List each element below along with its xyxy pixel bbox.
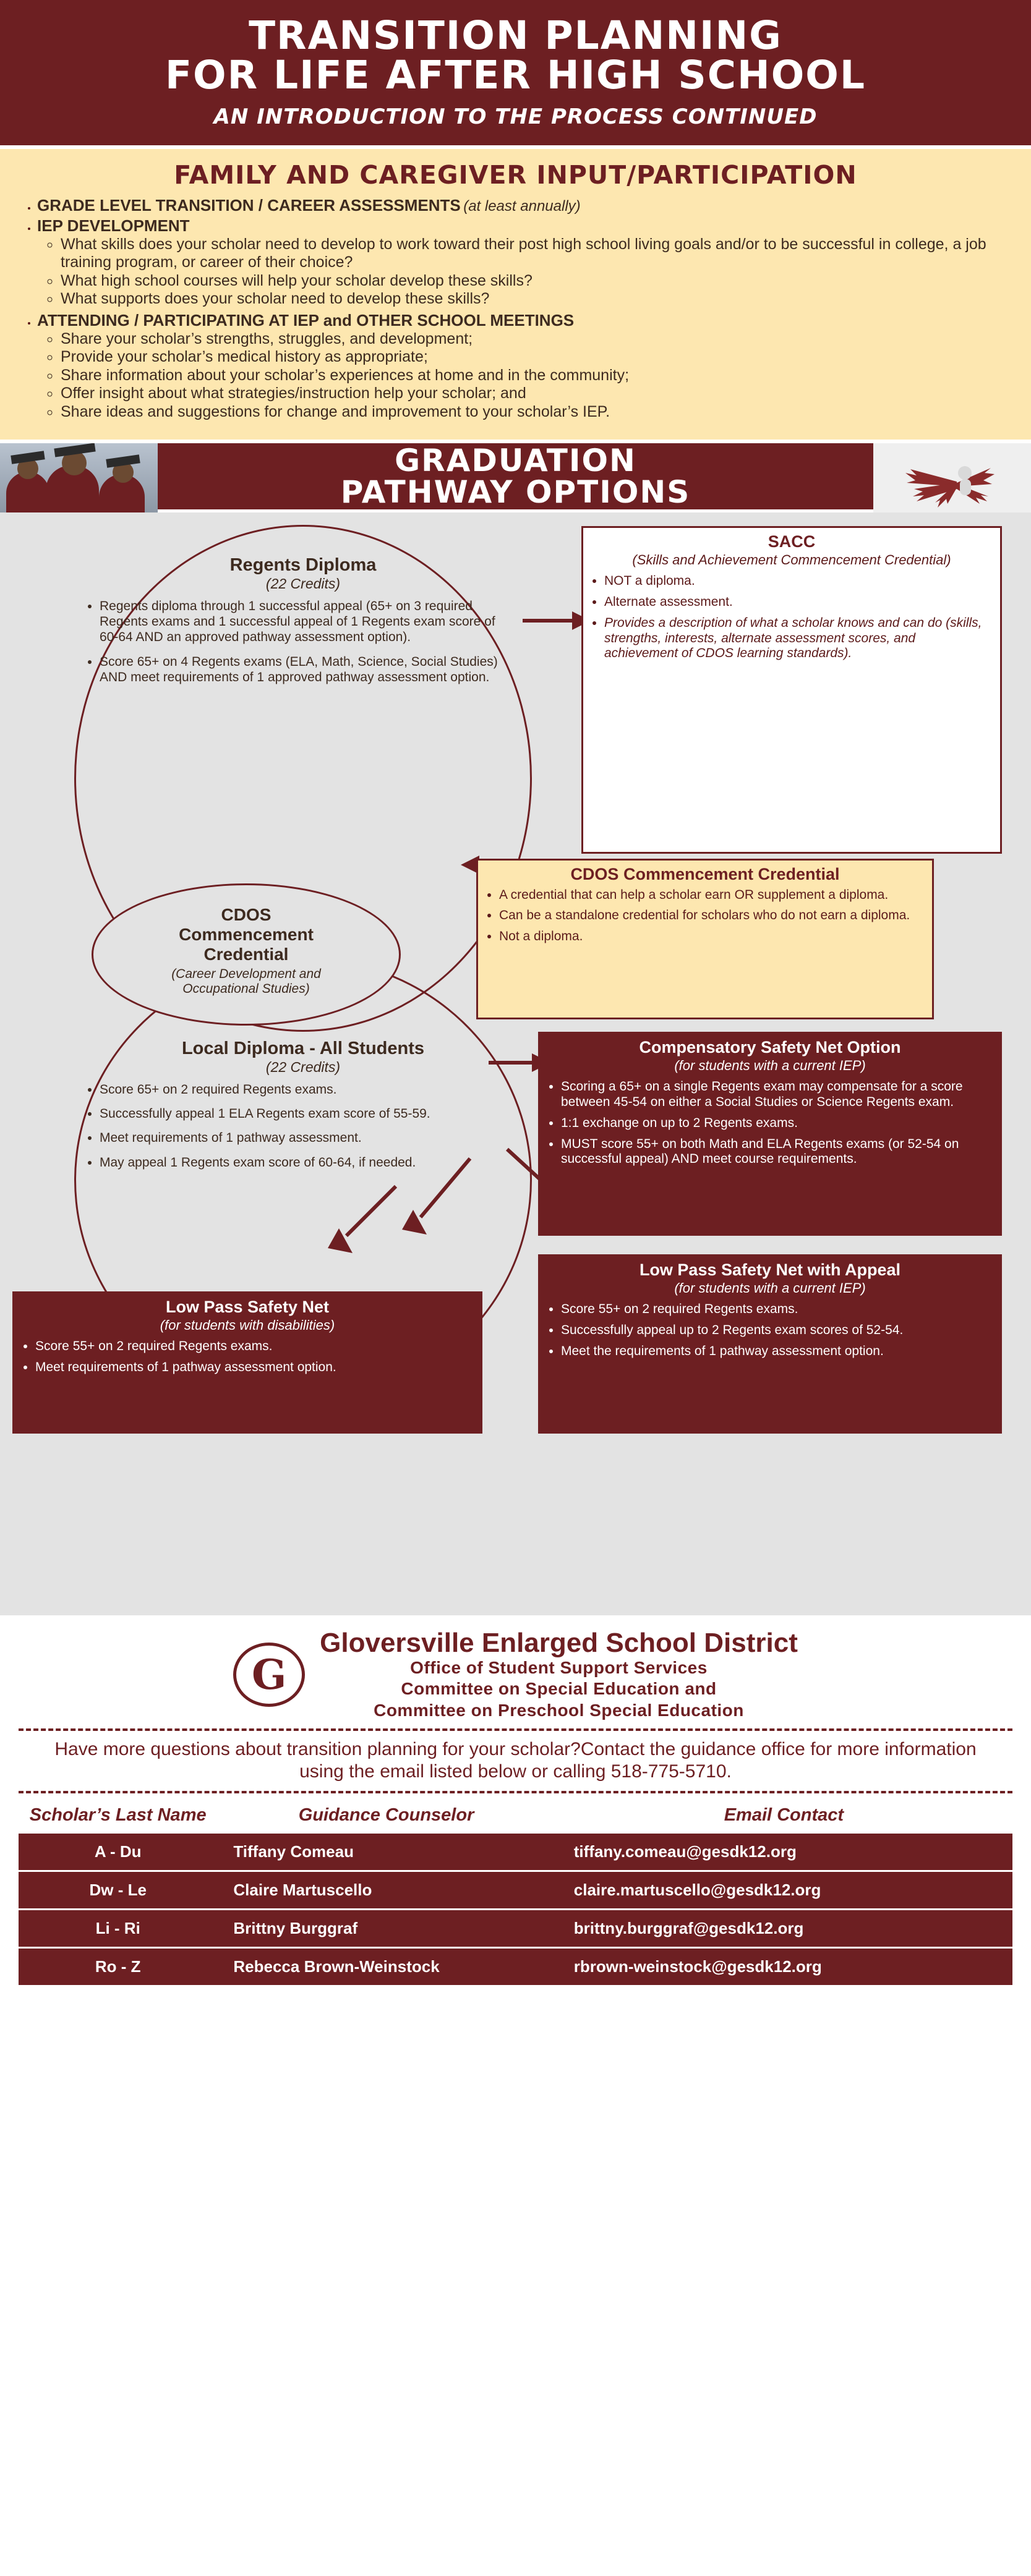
list-item: • Not a diploma. — [499, 929, 918, 945]
office-line-1: Office of Student Support Services — [410, 1658, 708, 1678]
regents-diploma-bullets — [100, 598, 514, 685]
cdos-credential-ellipse — [92, 883, 401, 1026]
list-item: ◦ Share information about your scholar’s experiences at home and in the community; — [61, 367, 1015, 385]
cell-last-name: Ro - Z — [19, 1948, 217, 1986]
page-title — [19, 13, 1012, 98]
list-item: • May appeal 1 Regents exam score of 60-64, if needed. — [100, 1155, 514, 1170]
list-item: ◦ What skills does your scholar need to develop to work toward their post high school living goals and/or to be successful in college, a job training program, or career of their choice? — [61, 236, 1015, 272]
page-header — [0, 0, 1031, 149]
list-item: • Score 65+ on 2 required Regents exams. — [100, 1082, 514, 1097]
attending-meetings-sublist — [61, 330, 1015, 422]
table-row — [19, 1948, 1012, 1986]
compensatory-title: Compensatory Safety Net Option — [639, 1038, 901, 1056]
cdos-box-title: CDOS Commencement Credential — [570, 865, 840, 883]
cell-counselor: Brittny Burggraf — [217, 1910, 555, 1948]
low-pass-appeal-title: Low Pass Safety Net with Appeal — [639, 1260, 901, 1279]
list-item: • Score 65+ on 4 Regents exams (ELA, Math, Science, Social Studies) AND meet requirements of 1 approved pathway assessment option. — [100, 654, 514, 685]
cell-last-name: Dw - Le — [19, 1871, 217, 1910]
list-item: • 1:1 exchange on up to 2 Regents exams. — [561, 1116, 986, 1131]
list-item: ◦ Provide your scholar’s medical history as appropriate; — [61, 348, 1015, 367]
low-pass-subtitle: (for students with disabilities) — [160, 1317, 335, 1333]
compensatory-subtitle: (for students with a current IEP) — [674, 1057, 866, 1073]
office-line-2: Committee on Special Education and — [401, 1679, 717, 1699]
graduates-photo — [0, 443, 158, 512]
list-item — [37, 216, 1015, 308]
cdos-commencement-box — [476, 859, 934, 1019]
low-pass-bullets — [35, 1339, 467, 1375]
cell-email[interactable]: tiffany.comeau@gesdk12.org — [555, 1834, 1012, 1871]
family-bullet-list — [37, 196, 1015, 422]
district-footer — [0, 1619, 1031, 1987]
list-item: • MUST score 55+ on both Math and ELA Regents exams (or 52-54 on successful appeal) AND meet course requirements. — [561, 1137, 986, 1168]
local-diploma-subtitle: (22 Credits) — [265, 1059, 341, 1075]
list-item: • Alternate assessment. — [604, 595, 986, 610]
page-subtitle: AN INTRODUCTION TO THE PROCESS CONTINUED — [213, 104, 818, 129]
cell-counselor: Rebecca Brown-Weinstock — [217, 1948, 555, 1986]
arrow-burst-icon — [898, 464, 1003, 508]
list-item: • Regents diploma through 1 successful appeal (65+ on 3 required Regents exams and 1 successful appeal of 1 Regents exam score of 60-64 AND an approved pathway assessment option). — [100, 598, 514, 645]
list-item: • Score 55+ on 2 required Regents exams. — [561, 1302, 986, 1317]
district-text-block — [320, 1629, 798, 1721]
regents-diploma-title: Regents Diploma — [229, 555, 377, 575]
assessments-label: GRADE LEVEL TRANSITION / CAREER ASSESSMENTS — [37, 195, 461, 215]
list-item — [37, 311, 1015, 422]
local-diploma-title: Local Diploma - All Students — [181, 1039, 425, 1058]
low-pass-title: Low Pass Safety Net — [165, 1298, 330, 1316]
low-pass-appeal-bullets — [561, 1302, 986, 1359]
cell-counselor: Claire Martuscello — [217, 1871, 555, 1910]
list-item: • Meet the requirements of 1 pathway assessment option. — [561, 1344, 986, 1359]
page-title-line2: FOR LIFE AFTER HIGH SCHOOL — [165, 53, 866, 98]
cell-counselor: Tiffany Comeau — [217, 1834, 555, 1871]
assessments-note: (at least annually) — [463, 197, 581, 215]
family-section-title: FAMILY AND CAREGIVER INPUT/PARTICIPATION — [174, 159, 857, 190]
counselor-contact-table — [19, 1801, 1012, 1987]
logo-letter: G — [251, 1651, 287, 1699]
list-item: • NOT a diploma. — [604, 574, 986, 589]
table-row — [19, 1871, 1012, 1910]
list-item: ◦ What high school courses will help your scholar develop these skills? — [61, 272, 1015, 291]
cell-email[interactable]: claire.martuscello@gesdk12.org — [555, 1871, 1012, 1910]
list-item: • Successfully appeal up to 2 Regents exam scores of 52-54. — [561, 1323, 986, 1338]
attending-meetings-label: ATTENDING / PARTICIPATING AT IEP and OTHER SCHOOL MEETINGS — [37, 310, 575, 329]
district-header-row — [19, 1629, 1012, 1721]
list-item: ◦ Share your scholar’s strengths, struggles, and development; — [61, 330, 1015, 349]
pathway-arrows-icon — [873, 443, 1031, 512]
cdos-circle-subtitle: (Career Development and Occupational Studies) — [171, 967, 321, 996]
sacc-bullets — [604, 574, 986, 661]
low-pass-with-appeal-box — [538, 1254, 1002, 1434]
list-item: • Provides a description of what a scholar knows and can do (skills, strengths, interests, alternate assessment scores, and achievement of CDOS learning standards). — [604, 616, 986, 661]
page-title-line1: TRANSITION PLANNING — [249, 13, 782, 58]
cell-email[interactable]: rbrown-weinstock@gesdk12.org — [555, 1948, 1012, 1986]
iep-development-label: IEP DEVELOPMENT — [37, 216, 190, 235]
sacc-subtitle: (Skills and Achievement Commencement Credential) — [632, 551, 951, 567]
graduation-pathways-diagram — [0, 512, 1031, 1619]
list-item: ◦ What supports does your scholar need to develop these skills? — [61, 290, 1015, 308]
sacc-title: SACC — [768, 532, 816, 551]
cdos-circle-title-line3: Credential — [203, 945, 289, 964]
compensatory-safety-net-box — [538, 1032, 1002, 1236]
compensatory-bullets — [561, 1079, 986, 1167]
table-header-row — [19, 1801, 1012, 1834]
divider-bottom — [19, 1791, 1012, 1793]
column-header-last-name: Scholar’s Last Name — [29, 1804, 207, 1825]
cell-last-name: A - Du — [19, 1834, 217, 1871]
regents-diploma-subtitle: (22 Credits) — [265, 576, 341, 592]
district-logo — [233, 1643, 305, 1707]
list-item: ◦ Share ideas and suggestions for change and improvement to your scholar’s IEP. — [61, 403, 1015, 422]
divider-top — [19, 1728, 1012, 1731]
list-item — [37, 196, 1015, 215]
graduation-banner-title — [340, 442, 691, 510]
column-header-counselor: Guidance Counselor — [298, 1804, 474, 1825]
table-row — [19, 1834, 1012, 1871]
low-pass-appeal-subtitle: (for students with a current IEP) — [674, 1280, 866, 1296]
graduation-banner-line1: GRADUATION — [395, 442, 636, 478]
table-row — [19, 1910, 1012, 1948]
cdos-circle-title-line1: CDOS — [221, 905, 272, 924]
list-item: • Scoring a 65+ on a single Regents exam may compensate for a score between 45-54 on either a Social Studies or Science Regents exam. — [561, 1079, 986, 1110]
local-diploma-bullets — [100, 1082, 514, 1170]
iep-development-sublist — [61, 236, 1015, 308]
cdos-box-bullets — [499, 888, 918, 945]
list-item: • Can be a standalone credential for scholars who do not earn a diploma. — [499, 908, 918, 924]
district-name: Gloversville Enlarged School District — [320, 1628, 798, 1658]
low-pass-safety-net-box — [12, 1291, 482, 1434]
list-item: • Successfully appeal 1 ELA Regents exam score of 55-59. — [100, 1106, 514, 1121]
cell-email[interactable]: brittny.burggraf@gesdk12.org — [555, 1910, 1012, 1948]
questions-text: Have more questions about transition planning for your scholar?Contact the guidance office for more information using the email listed below or calling 518-775-5710. — [54, 1738, 977, 1782]
list-item: ◦ Offer insight about what strategies/instruction help your scholar; and — [61, 385, 1015, 403]
list-item: • Meet requirements of 1 pathway assessment option. — [35, 1360, 467, 1375]
graduation-banner — [0, 443, 1031, 512]
list-item: • A credential that can help a scholar earn OR supplement a diploma. — [499, 888, 918, 903]
column-header-email: Email Contact — [724, 1804, 844, 1825]
list-item: • Meet requirements of 1 pathway assessment. — [100, 1130, 514, 1146]
list-item: • Score 55+ on 2 required Regents exams. — [35, 1339, 467, 1354]
cdos-circle-title-line2: Commencement — [179, 925, 314, 944]
sacc-box — [581, 526, 1002, 854]
office-line-3: Committee on Preschool Special Education — [374, 1700, 744, 1720]
cell-last-name: Li - Ri — [19, 1910, 217, 1948]
family-participation-section — [0, 149, 1031, 444]
graduation-banner-line2: PATHWAY OPTIONS — [340, 474, 691, 510]
